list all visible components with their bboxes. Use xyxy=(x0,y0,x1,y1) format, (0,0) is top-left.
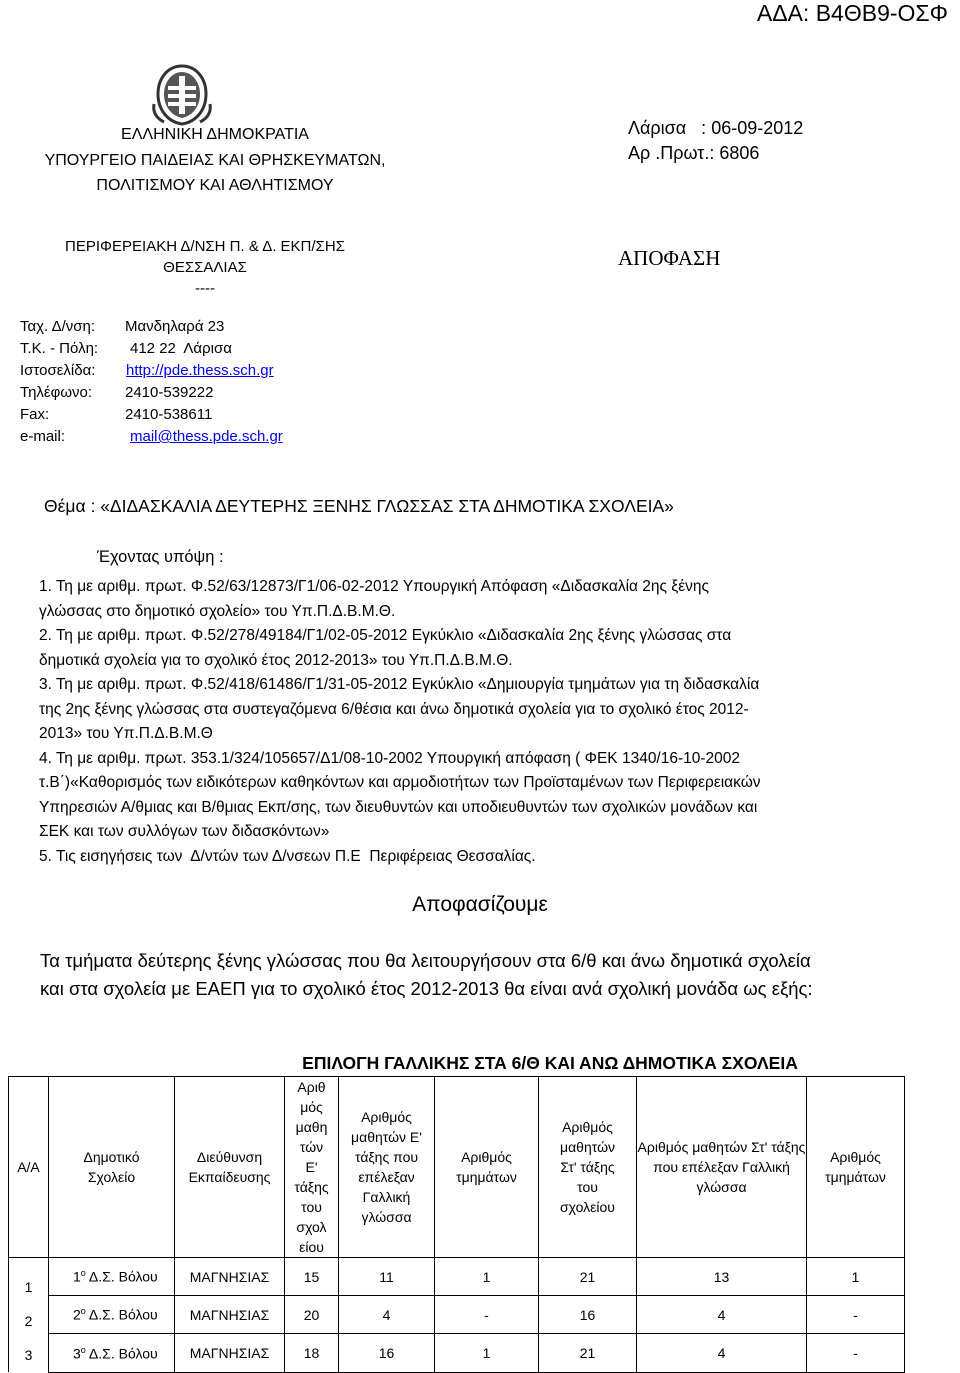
st-total-cell: 21 xyxy=(539,1258,637,1296)
school-name: Δ.Σ. Βόλου xyxy=(85,1307,158,1324)
consideration-line: 1. Τη με αριθμ. πρωτ. Φ.52/63/12873/Γ1/06-02-2012 Υπουργική Απόφαση «Διδασκαλία 2ης ξένης xyxy=(39,578,709,595)
direction-cell: ΜΑΓΝΗΣΙΑΣ xyxy=(175,1258,285,1296)
header-line: τμημάτων xyxy=(456,1169,517,1185)
st-sections-cell: 1 xyxy=(807,1258,905,1296)
e-total-cell: 20 xyxy=(285,1296,339,1334)
header-line: Ε' xyxy=(305,1159,318,1175)
row-number: 1 xyxy=(24,1279,33,1295)
st-total-cell: 16 xyxy=(539,1296,637,1334)
header-cell xyxy=(49,1077,175,1258)
e-total-cell: 15 xyxy=(285,1258,339,1296)
date-protocol xyxy=(628,116,803,166)
contact-label: Fax: xyxy=(20,406,50,423)
consideration-line: 2. Τη με αριθμ. πρωτ. Φ.52/278/49184/Γ1/02-05-2012 Εγκύκλιο «Διδασκαλία 2ης ξένης γλώσσας στα xyxy=(39,627,732,644)
aa-cell xyxy=(9,1258,49,1373)
st-sections-cell: - xyxy=(807,1334,905,1372)
date-line: Λάρισα : 06-09-2012 xyxy=(628,118,804,138)
school-cell xyxy=(49,1334,175,1372)
consideration-line: Υπηρεσιών Α/θμιας και Β/θμιας Εκπ/σης, των διευθυντών και υποδιευθυντών των σχολικών μονάδων και xyxy=(39,798,758,816)
region-header xyxy=(40,236,370,299)
st-total-cell: 21 xyxy=(539,1334,637,1372)
st-french-cell: 4 xyxy=(637,1296,807,1334)
header-line: μαθη xyxy=(295,1119,328,1135)
school-ordinal: 1 xyxy=(73,1268,81,1285)
header-line: Αριθμός xyxy=(461,1149,512,1165)
header-line: τών xyxy=(299,1139,324,1155)
table-row xyxy=(9,1296,905,1334)
consideration-line: ΣΕΚ και των συλλόγων των διδασκόντων» xyxy=(39,823,330,840)
header-line: τμημάτων xyxy=(825,1169,886,1185)
school-cell xyxy=(49,1258,175,1296)
header-line: Α/Α xyxy=(17,1159,40,1175)
table-header-row xyxy=(9,1077,905,1258)
schools-table xyxy=(8,1076,905,1373)
school-name: Δ.Σ. Βόλου xyxy=(85,1345,158,1362)
header-cell xyxy=(539,1077,637,1258)
direction-cell: ΜΑΓΝΗΣΙΑΣ xyxy=(175,1334,285,1372)
region-line: ΠΕΡΙΦΕΡΕΙΑΚΗ Δ/ΝΣΗ Π. & Δ. ΕΚΠ/ΣΗΣ xyxy=(65,238,345,255)
consideration-line: τ.Β΄)«Καθορισμός των ειδικότερων καθηκόντων και αρμοδιοτήτων των Προϊσταμένων των Περιφερειακών xyxy=(39,774,761,791)
ministry-line: ΠΟΛΙΤΙΣΜΟΥ ΚΑΙ ΑΘΛΗΤΙΣΜΟΥ xyxy=(96,177,334,194)
intro-line: Τα τμήματα δεύτερης ξένης γλώσσας που θα λειτουργήσουν στα 6/θ και άνω δημοτικά σχολεία xyxy=(40,950,811,971)
header-line: Σχολείο xyxy=(87,1169,136,1185)
intro-line: και στα σχολεία με ΕΑΕΠ για το σχολικό έτος 2012-2013 θα είναι ανά σχολική μονάδα ως εξής: xyxy=(40,978,813,999)
consideration-line: δημοτικά σχολεία για το σχολικό έτος 2012-2013» του Υπ.Π.Δ.Β.Μ.Θ. xyxy=(39,651,513,669)
direction-cell: ΜΑΓΝΗΣΙΑΣ xyxy=(175,1296,285,1334)
e-sections-cell: 1 xyxy=(435,1258,539,1296)
header-cell xyxy=(807,1077,905,1258)
header-line: σχολ xyxy=(296,1219,327,1235)
contact-label: Ιστοσελίδα: xyxy=(20,362,96,379)
header-line: Γαλλική xyxy=(362,1189,411,1205)
consideration-line: 4. Τη με αριθμ. πρωτ. 353.1/324/105657/Δ1/08-10-2002 Υπουργική απόφαση ( ΦΕΚ 1340/16-10-2002 xyxy=(39,749,741,767)
header-line: σχολείου xyxy=(560,1199,615,1215)
st-french-cell: 4 xyxy=(637,1334,807,1372)
header-line: Αριθμός μαθητών Στ' τάξης xyxy=(637,1139,806,1155)
header-cell xyxy=(435,1077,539,1258)
school-name: Δ.Σ. Βόλου xyxy=(85,1268,158,1285)
table-title: ΕΠΙΛΟΓΗ ΓΑΛΛΙΚΗΣ ΣΤΑ 6/Θ ΚΑΙ ΑΝΩ ΔΗΜΟΤΙΚΑ ΣΧΟΛΕΙΑ xyxy=(302,1053,798,1073)
table-row xyxy=(9,1258,905,1296)
header-line: του xyxy=(577,1179,598,1195)
ministry-line: ΕΛΛΗΝΙΚΗ ΔΗΜΟΚΡΑΤΙΑ xyxy=(121,126,309,143)
consideration-line: της 2ης ξένης γλώσσας στα συστεγαζόμενα 6/θέσια και άνω δημοτικά σχολεία για το σχολικό έτος 2012- xyxy=(39,700,749,718)
header-line: μός xyxy=(300,1099,323,1115)
row-number: 2 xyxy=(24,1313,33,1329)
ada-code: ΑΔΑ: Β4ΘΒ9-ΟΣΦ xyxy=(756,0,948,26)
ordinal-suffix: ο xyxy=(80,1344,86,1355)
ministry-line: ΥΠΟΥΡΓΕΙΟ ΠΑΙΔΕΙΑΣ ΚΑΙ ΘΡΗΣΚΕΥΜΑΤΩΝ, xyxy=(44,151,386,169)
contact-label: Τηλέφωνο: xyxy=(20,384,93,401)
contact-label: Τ.Κ. - Πόλη: xyxy=(20,340,99,357)
header-line: Εκπαίδευσης xyxy=(188,1169,271,1185)
e-french-cell: 16 xyxy=(339,1334,435,1372)
st-french-cell: 13 xyxy=(637,1258,807,1296)
header-line: Δημοτικό xyxy=(83,1149,140,1165)
e-sections-cell: - xyxy=(435,1296,539,1334)
header-cell xyxy=(9,1077,49,1258)
header-line: Αριθμός xyxy=(830,1149,881,1165)
header-cell xyxy=(637,1077,807,1258)
consideration-line: 2013» του Υπ.Π.Δ.Β.Μ.Θ xyxy=(39,725,213,742)
header-line: τάξης xyxy=(294,1179,329,1195)
header-cell xyxy=(285,1077,339,1258)
header-line: επέλεξαν xyxy=(358,1169,415,1185)
ordinal-suffix: ο xyxy=(80,1268,86,1279)
website-link[interactable]: http://pde.thess.sch.gr xyxy=(126,362,274,379)
greek-emblem-icon xyxy=(150,64,214,126)
ordinal-suffix: ο xyxy=(80,1306,86,1317)
e-sections-cell: 1 xyxy=(435,1334,539,1372)
header-line: του xyxy=(301,1199,322,1215)
decide-heading: Αποφασίζουμε xyxy=(412,893,548,916)
header-cell xyxy=(175,1077,285,1258)
header-line: Αριθ xyxy=(297,1079,326,1095)
header-cell xyxy=(339,1077,435,1258)
header-line: μαθητών Ε' xyxy=(351,1129,422,1145)
e-french-cell: 4 xyxy=(339,1296,435,1334)
consideration-line: 5. Τις εισηγήσεις των Δ/ντών των Δ/νσεων Π.Ε Περιφέρειας Θεσσαλίας. xyxy=(39,847,536,865)
header-line: είου xyxy=(299,1239,324,1255)
email-link[interactable]: mail@thess.pde.sch.gr xyxy=(130,428,283,445)
e-total-cell: 18 xyxy=(285,1334,339,1372)
st-sections-cell: - xyxy=(807,1296,905,1334)
school-ordinal: 2 xyxy=(73,1307,81,1324)
region-line: ΘΕΣΣΑΛΙΑΣ xyxy=(163,259,247,276)
header-line: γλώσσα xyxy=(696,1179,747,1195)
header-line: τάξης που xyxy=(354,1149,419,1165)
header-line: Αριθμός xyxy=(562,1119,613,1135)
school-ordinal: 3 xyxy=(73,1345,81,1362)
subject-line: Θέμα : «ΔΙΔΑΣΚΑΛΙΑ ΔΕΥΤΕΡΗΣ ΞΕΝΗΣ ΓΛΩΣΣΑΣ ΣΤΑ ΔΗΜΟΤΙΚΑ ΣΧΟΛΕΙΑ» xyxy=(44,496,674,516)
considerations-list xyxy=(39,575,929,869)
table-row xyxy=(9,1334,905,1372)
having-heading: Έχοντας υπόψη : xyxy=(97,548,224,566)
school-cell xyxy=(49,1296,175,1334)
region-line: ---- xyxy=(195,280,215,297)
consideration-line: 3. Τη με αριθμ. πρωτ. Φ.52/418/61486/Γ1/31-05-2012 Εγκύκλιο «Δημιουργία τμημάτων για τη διδασκαλία xyxy=(39,676,760,693)
row-number: 3 xyxy=(24,1347,33,1363)
contact-label: e-mail: xyxy=(20,428,66,445)
header-line: που επέλεξαν Γαλλική xyxy=(653,1159,790,1175)
address-value: Μανδηλαρά 23 xyxy=(125,318,225,335)
ministry-header xyxy=(40,122,390,199)
protocol-line: Αρ .Πρωτ.: 6806 xyxy=(628,143,760,163)
intro-paragraph xyxy=(40,947,940,1003)
consideration-line: γλώσσας στο δημοτικό σχολείο» του Υπ.Π.Δ.Β.Μ.Θ. xyxy=(39,602,396,620)
header-line: Αριθμός xyxy=(361,1109,412,1125)
decision-heading: ΑΠΟΦΑΣΗ xyxy=(618,246,721,270)
postal-value: 412 22 Λάρισα xyxy=(130,340,232,357)
phone-value: 2410-539222 xyxy=(125,384,214,401)
contact-label: Ταχ. Δ/νση: xyxy=(20,318,96,335)
e-french-cell: 11 xyxy=(339,1258,435,1296)
header-line: Στ' τάξης xyxy=(560,1159,615,1175)
header-line: γλώσσα xyxy=(361,1209,412,1225)
header-line: μαθητών xyxy=(560,1139,615,1155)
fax-value: 2410-538611 xyxy=(125,406,213,423)
header-line: Διεύθυνση xyxy=(196,1149,263,1165)
